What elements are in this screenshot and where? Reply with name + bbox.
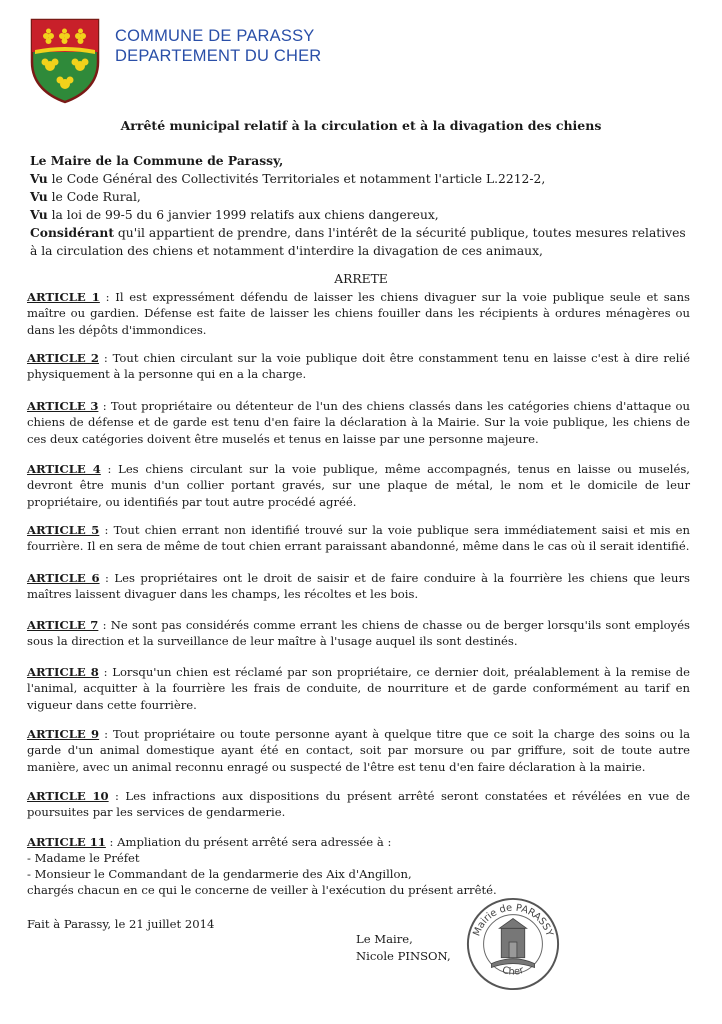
article-text: : Tout propriétaire ou toute personne ayant à quelque titre que ce soit la charge des soins ou la garde d'un animal domestique ayant été en contact, soit par morsure ou par griffure, soit de toute autre manière, avec un animal reconnu enragé ou suspecté de l'être est tenu d'en faire déclaration à la mairie. (27, 727, 690, 774)
document-title: Arrêté municipal relatif à la circulation et à la divagation des chiens (120, 118, 602, 133)
article-text: : Il est expressément défendu de laisser les chiens divaguer sur la voie publique seule et sans maître ou gardien. Défense est faite de laisser les chiens fouiller dans les récipients à ordures ménagères ou dans les dépôts d'immondices. (27, 290, 690, 337)
svg-text:Cher (501, 965, 526, 978)
article-1 (27, 289, 690, 338)
maire-line: Le Maire de la Commune de Parassy, (30, 153, 284, 168)
article-text: : Tout propriétaire ou détenteur de l'un des chiens classés dans les catégories chiens d'attaque ou chiens de défense et de garde est tenu d'en faire la déclaration à la Mairie. Sur la voie publique, les chiens de ces deux catégories doivent être muselés et tenus en laisse par une personne majeure. (27, 399, 690, 446)
vu-label: Vu (30, 171, 48, 186)
vu-line-2 (30, 188, 692, 206)
article-6 (27, 570, 690, 603)
article-4 (27, 461, 690, 510)
article-text: : Lorsqu'un chien est réclamé par son propriétaire, ce dernier doit, préalablement à la remise de l'animal, acquitter à la fourrière les frais de conduite, de nourriture et de garde conformément au tarif en vigueur dans cette fourrière. (27, 665, 691, 712)
seal-emblem-icon (491, 919, 534, 968)
vu-text-1: le Code Général des Collectivités Territoriales et notamment l'article L.2212-2, (47, 172, 546, 186)
vu-text-2: le Code Rural, (47, 190, 141, 204)
commune-name: COMMUNE DE PARASSY (115, 27, 315, 45)
seal-top-text: Mairie de PARASSY (471, 902, 555, 938)
article-label: ARTICLE 4 (27, 462, 101, 476)
article-2 (27, 350, 690, 383)
article-label: ARTICLE 5 (27, 523, 100, 537)
article-text: : Les propriétaires ont le droit de saisir et de faire conduire à la fourrière les chiens que leurs maîtres laissent divaguer dans les champs, les récoltes et les bois. (27, 571, 690, 602)
article-label: ARTICLE 1 (27, 290, 100, 304)
article-label: ARTICLE 8 (27, 665, 99, 679)
letterhead (115, 26, 321, 66)
article-3 (27, 398, 690, 447)
article-11-intro (27, 834, 690, 850)
signature-block (356, 931, 451, 965)
article-label: ARTICLE 10 (27, 789, 109, 803)
article-text: : Ampliation du présent arrêté sera adressée à : (105, 835, 392, 849)
article-label: ARTICLE 3 (27, 399, 99, 413)
signer-role: Le Maire, (356, 932, 413, 946)
recipient-prefet: - Madame le Préfet (27, 851, 140, 865)
article-label: ARTICLE 9 (27, 727, 100, 741)
department-name: DEPARTEMENT DU CHER (115, 47, 322, 65)
coat-of-arms-logo (30, 18, 100, 104)
vu-label: Vu (30, 207, 48, 222)
article-text: : Les infractions aux dispositions du présent arrêté seront constatées et révélées en vue de poursuites par les services de gendarmerie. (27, 789, 690, 820)
article-11 (27, 834, 690, 898)
vu-label: Vu (30, 189, 48, 204)
article-text: : Les chiens circulant sur la voie publique, même accompagnés, tenus en laisse ou muselés, devront être munis d'un collier portant gravés, sur une plaque de métal, le nom et le domicile de leur propriétaire, ou identifiés par tout autre procédé agréé. (27, 462, 690, 509)
article-8 (27, 664, 690, 713)
article-7 (27, 617, 690, 650)
article-text: : Tout chien errant non identifié trouvé sur la voie publique sera immédiatement saisi et mis en fourrière. Il en sera de même de tout chien errant paraissant abandonné, même dans le cas où il serait identifié. (27, 523, 690, 554)
article-text: : Tout chien circulant sur la voie publique doit être constamment tenu en laisse c'est à dire relié physiquement à la personne qui en a la charge. (27, 351, 690, 382)
article-11-closing: chargés chacun en ce qui le concerne de veiller à l'exécution du présent arrêté. (27, 883, 497, 897)
recipient-gendarmerie: - Monsieur le Commandant de la gendarmerie des Aix d'Angillon, (27, 867, 412, 881)
article-10 (27, 788, 690, 821)
vu-text-3: la loi de 99-5 du 6 janvier 1999 relatifs aux chiens dangereux, (47, 208, 439, 222)
article-label: ARTICLE 7 (27, 618, 99, 632)
date-place-line: Fait à Parassy, le 21 juillet 2014 (27, 917, 215, 931)
mairie-seal-stamp (464, 895, 562, 993)
vu-line-1 (30, 170, 692, 188)
seal-bottom-text: Cher (500, 964, 526, 978)
considerant-label: Considérant (30, 225, 115, 240)
article-label: ARTICLE 2 (27, 351, 99, 365)
considerant-line (30, 224, 692, 260)
article-9 (27, 726, 690, 775)
considerant-text: qu'il appartient de prendre, dans l'intérêt de la sécurité publique, toutes mesures relatives à la circulation des chiens et notamment d'interdire la divagation de ces animaux, (30, 226, 686, 258)
article-label: ARTICLE 6 (27, 571, 100, 585)
arrete-heading: ARRETE (334, 272, 388, 286)
article-5 (27, 522, 690, 555)
vu-line-3 (30, 206, 692, 224)
preamble (30, 152, 692, 260)
signer-name: Nicole PINSON, (356, 949, 451, 963)
article-text: : Ne sont pas considérés comme errant les chiens de chasse ou de berger lorsqu'ils sont employés sous la direction et la surveillance de leur maître à l'usage auquel ils sont destinés. (27, 618, 691, 649)
article-label: ARTICLE 11 (27, 835, 106, 849)
